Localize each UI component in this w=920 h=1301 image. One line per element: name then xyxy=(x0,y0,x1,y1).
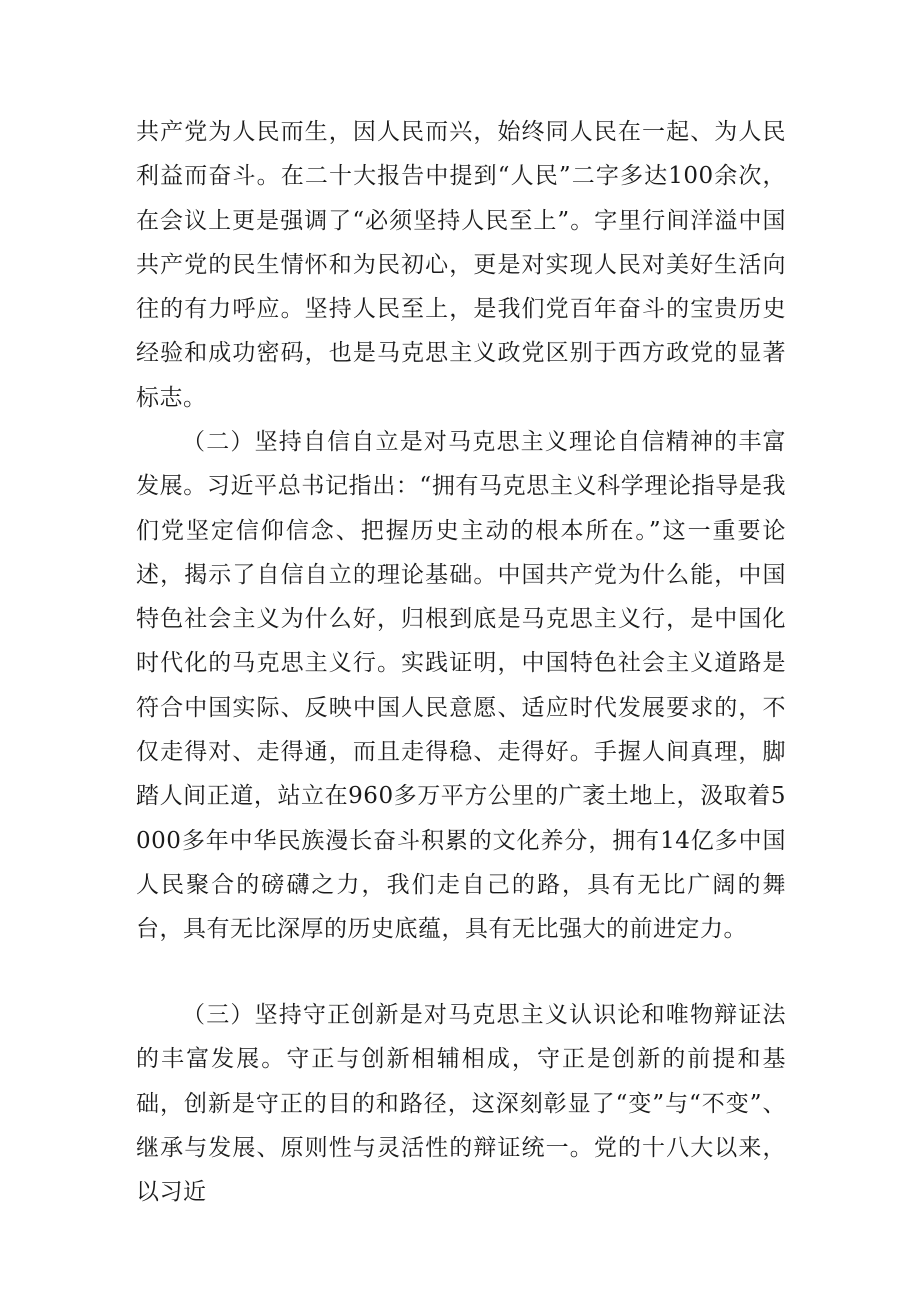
paragraph-self-confidence: （二）坚持自信自立是对马克思主义理论自信精神的丰富发展。习近平总书记指出：“拥有马克思主义科学理论指导是我们党坚定信仰信念、把握历史主动的根本所在。”这一重要论述，揭示了自信自立的理论基础。中国共产党为什么能，中国特色社会主义为什么好，归根到底是马克思主义行，是中国化时代化的马克思主义行。实践证明，中国特色社会主义道路是符合中国实际、反映中国人民意愿、适应时代发展要求的，不仅走得对、走得通，而且走得稳、走得好。手握人间真理，脚踏人间正道，站立在960多万平方公里的广袤土地上，汲取着5000多年中华民族漫长奋斗积累的文化养分，拥有14亿多中国人民聚合的磅礴之力，我们走自己的路，具有无比广阔的舞台，具有无比深厚的历史底蕴，具有无比强大的前进定力。 xyxy=(136,429,786,943)
paragraph-innovation: （三）坚持守正创新是对马克思主义认识论和唯物辩证法的丰富发展。守正与创新相辅相成，守正是创新的前提和基础，创新是守正的目的和路径，这深刻彰显了“变”与“不变”、继承与发展、原则性与灵活性的辩证统一。党的十八大以来，以习近 xyxy=(136,1002,786,1206)
paragraph-people-first: 共产党为人民而生，因人民而兴，始终同人民在一起、为人民利益而奋斗。在二十大报告中提到“人民”二字多达100余次，在会议上更是强调了“必须坚持人民至上”。字里行间洋溢中国共产党的民生情怀和为民初心，更是对实现人民对美好生活向往的有力呼应。坚持人民至上，是我们党百年奋斗的宝贵历史经验和成功密码，也是马克思主义政党区别于西方政党的显著标志。 xyxy=(136,119,786,411)
